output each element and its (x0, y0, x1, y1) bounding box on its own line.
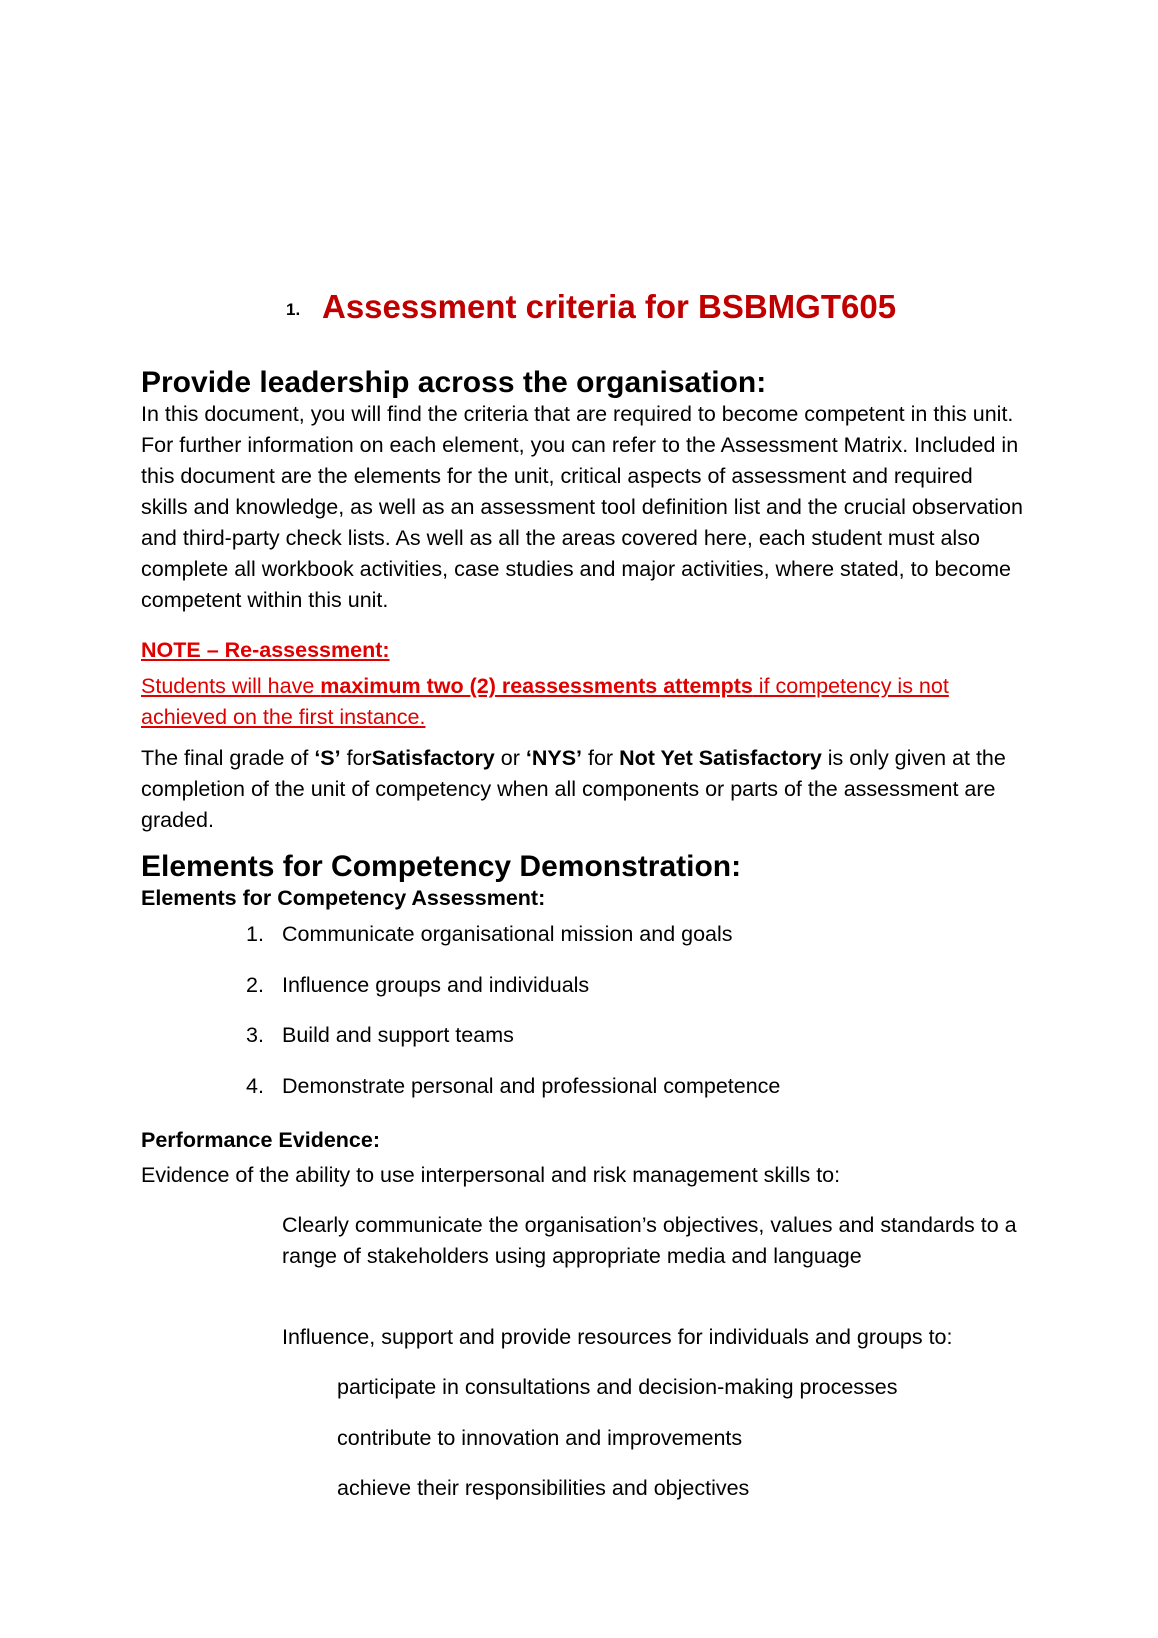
performance-subitem: participate in consultations and decision-making processes (337, 1375, 898, 1399)
grade-satisfactory: Satisfactory (371, 746, 495, 770)
list-item-number: 1. (246, 922, 264, 946)
grade-nys-full: Not Yet Satisfactory (619, 746, 822, 770)
title-text: Assessment criteria for BSBMGT605 (322, 288, 897, 325)
grade-text-3: or (494, 746, 526, 770)
list-item-text: Demonstrate personal and professional competence (282, 1074, 781, 1098)
list-item-number: 4. (246, 1074, 264, 1098)
list-item-text: Build and support teams (282, 1023, 514, 1047)
note-paragraph (141, 671, 1025, 733)
grade-text-5: is only given at the completion of the unit of competency when all components or parts of the assessment are graded. (141, 746, 1006, 832)
note-text-1: Students will have (141, 674, 321, 698)
grade-text-2: for (340, 746, 372, 770)
grade-text-1: The final grade of (141, 746, 315, 770)
list-item-text: Influence groups and individuals (282, 973, 590, 997)
performance-item-communicate: Clearly communicate the organisation’s objectives, values and standards to a range of stakeholders using appropriate media and language (282, 1213, 1017, 1268)
performance-subitem: achieve their responsibilities and objectives (337, 1476, 750, 1500)
grade-paragraph (141, 743, 1025, 836)
note-heading: NOTE – Re-assessment: (141, 638, 390, 662)
grade-s: ‘S’ (314, 746, 341, 770)
section-heading-elements: Elements for Competency Demonstration: (141, 850, 742, 883)
performance-heading: Performance Evidence: (141, 1128, 380, 1152)
list-item (246, 1021, 514, 1049)
note-text-2: if competency is not achieved on the first instance. (141, 674, 949, 729)
performance-item-influence: Influence, support and provide resources for individuals and groups to: (282, 1325, 953, 1349)
section-heading-leadership: Provide leadership across the organisation: (141, 366, 767, 399)
grade-text-4: for (582, 746, 620, 770)
note-text-bold: maximum two (2) reassessments attempts (320, 674, 753, 698)
title-number: 1. (286, 300, 301, 319)
list-item-text: Communicate organisational mission and goals (282, 922, 733, 946)
elements-subheading: Elements for Competency Assessment: (141, 886, 546, 910)
intro-paragraph: In this document, you will find the criteria that are required to become competent in this unit. For further information on each element, you can refer to the Assessment Matrix. Included in this document are the elements for the unit, critical aspects of assessment and required skills and knowledge, as well as an assessment tool definition list and the crucial observation and third-party check lists. As well as all the areas covered here, each student must also complete all workbook activities, case studies and major activities, where stated, to become competent within this unit. (141, 402, 1023, 612)
performance-intro: Evidence of the ability to use interpersonal and risk management skills to: (141, 1163, 841, 1187)
grade-nys: ‘NYS’ (525, 746, 583, 770)
performance-subitem: contribute to innovation and improvements (337, 1426, 743, 1450)
list-item-number: 3. (246, 1023, 264, 1047)
document-title (286, 288, 1046, 326)
list-item (246, 1072, 780, 1100)
list-item (246, 920, 733, 948)
list-item-number: 2. (246, 973, 264, 997)
list-item (246, 971, 589, 999)
